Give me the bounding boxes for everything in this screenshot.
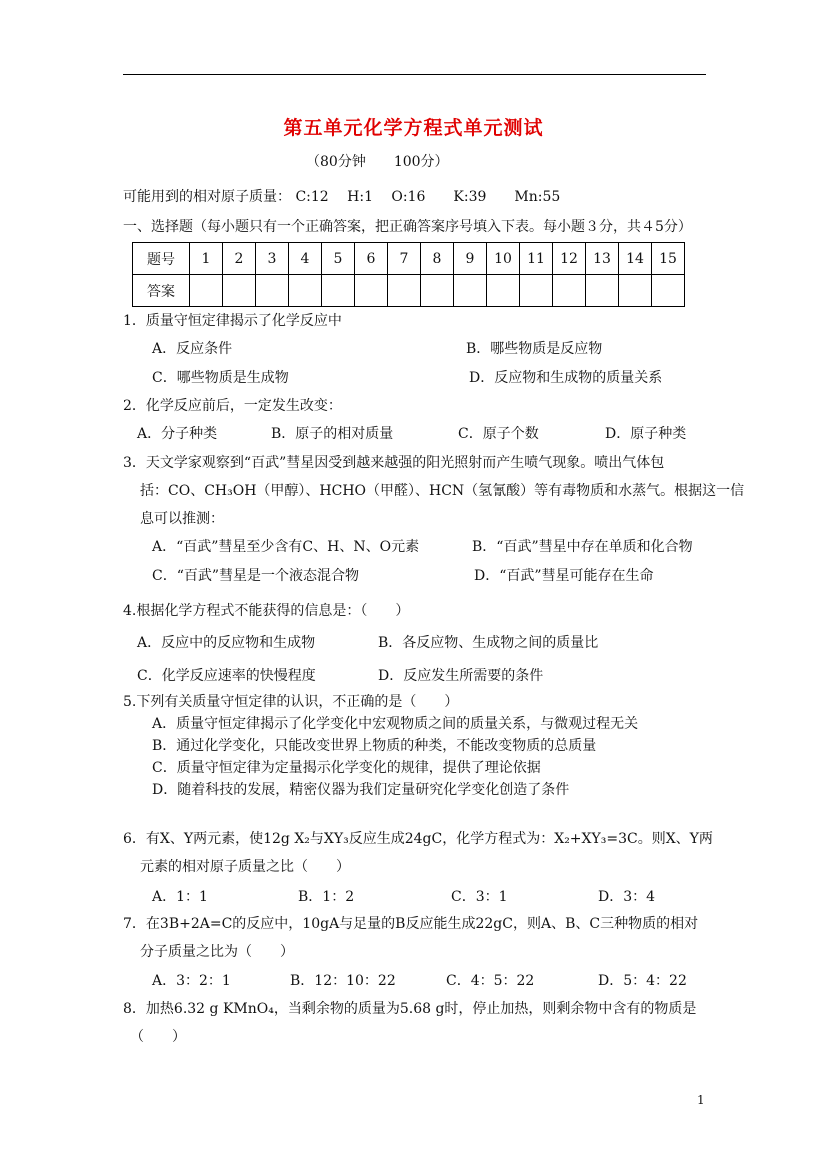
answer-cell[interactable] (256, 275, 289, 307)
q2-option-d: D．原子种类 (605, 426, 687, 442)
answer-cell[interactable] (355, 275, 388, 307)
table-cell: 14 (619, 243, 652, 275)
table-row (133, 275, 685, 307)
question-3-line: 括：CO、CH₃OH（甲醇）、HCHO（甲醛）、HCN（氢氰酸）等有毒物质和水蒸气。根据这一信 (140, 483, 745, 499)
q6-option-a: A．1：1 (152, 889, 208, 905)
table-cell: 10 (487, 243, 520, 275)
q5-option-c: C．质量守恒定律为定量揭示化学变化的规律，提供了理论依据 (152, 760, 541, 776)
answer-cell[interactable] (454, 275, 487, 307)
question-6-line: 6．有X、Y两元素，使12g X₂与XY₃反应生成24gC，化学方程式为：X₂+XY₃=3C。则X、Y两 (123, 831, 713, 847)
question-8-line: （ ） (130, 1029, 186, 1045)
question-8-line: 8．加热6.32 g KMnO₄，当剩余物的质量为5.68 g时，停止加热，则剩余物中含有的物质是 (123, 1001, 697, 1017)
table-cell: 5 (322, 243, 355, 275)
answer-cell[interactable] (619, 275, 652, 307)
section-heading: 一、选择题（每小题只有一个正确答案，把正确答案序号填入下表。每小题３分，共４5分） (123, 219, 692, 235)
q2-option-b: B．原子的相对质量 (271, 426, 394, 442)
q5-option-a: A．质量守恒定律揭示了化学变化中宏观物质之间的质量关系，与微观过程无关 (152, 716, 639, 732)
q1-option-b: B．哪些物质是反应物 (466, 341, 603, 357)
question-6-line: 元素的相对原子质量之比（ ） (140, 859, 350, 875)
table-cell: 9 (454, 243, 487, 275)
q4-option-c: C．化学反应速率的快慢程度 (137, 668, 316, 684)
page-title: 第五单元化学方程式单元测试 (283, 117, 544, 139)
answer-cell[interactable] (388, 275, 421, 307)
q5-option-d: D．随着科技的发展，精密仪器为我们定量研究化学变化创造了条件 (152, 782, 570, 798)
q2-option-a: A．分子种类 (137, 426, 218, 442)
question-2-stem: 2．化学反应前后，一定发生改变： (123, 398, 342, 414)
atomic-masses: 可能用到的相对原子质量： C:12 H:1 O:16 K:39 Mn:55 (123, 189, 561, 205)
exam-duration-score: （80分钟 100分） (306, 154, 449, 170)
answer-cell[interactable] (487, 275, 520, 307)
table-cell: 15 (652, 243, 685, 275)
table-cell: 8 (421, 243, 454, 275)
answer-cell[interactable] (190, 275, 223, 307)
q7-option-b: B．12：10：22 (290, 973, 396, 989)
q7-option-a: A．3：2：1 (152, 973, 231, 989)
table-header-answer: 答案 (133, 275, 190, 307)
q7-option-c: C．4：5：22 (446, 973, 535, 989)
answer-cell[interactable] (322, 275, 355, 307)
q2-option-c: C．原子个数 (458, 426, 539, 442)
table-cell: 2 (223, 243, 256, 275)
question-3-line: 3．天文学家观察到“百武”彗星因受到越来越强的阳光照射而产生喷气现象。喷出气体包 (123, 455, 665, 471)
q5-option-b: B．通过化学变化，只能改变世界上物质的种类，不能改变物质的总质量 (152, 738, 597, 754)
question-7-line: 7．在3B+2A=C的反应中，10gA与足量的B反应能生成22gC，则A、B、C三种物质的相对 (123, 916, 699, 932)
question-7-line: 分子质量之比为（ ） (140, 944, 294, 960)
answer-cell[interactable] (586, 275, 619, 307)
q7-option-d: D．5：4：22 (598, 973, 687, 989)
table-header-number: 题号 (133, 243, 190, 275)
table-cell: 13 (586, 243, 619, 275)
table-cell: 6 (355, 243, 388, 275)
question-4-stem: 4.根据化学方程式不能获得的信息是：（ ） (123, 603, 410, 619)
q6-option-d: D．3：4 (598, 889, 656, 905)
page-number: 1 (697, 1093, 705, 1107)
table-cell: 12 (553, 243, 586, 275)
table-cell: 1 (190, 243, 223, 275)
q4-option-b: B．各反应物、生成物之间的质量比 (378, 635, 599, 651)
table-cell: 7 (388, 243, 421, 275)
answer-cell[interactable] (652, 275, 685, 307)
header-rule (123, 74, 706, 75)
answer-cell[interactable] (223, 275, 256, 307)
q4-option-a: A．反应中的反应物和生成物 (137, 635, 316, 651)
q6-option-c: C．3：1 (451, 889, 508, 905)
q1-option-a: A．反应条件 (152, 341, 233, 357)
question-3-line: 息可以推测： (140, 511, 224, 527)
table-row (133, 243, 685, 275)
q3-option-a: A．“百武”彗星至少含有C、H、N、O元素 (152, 539, 420, 555)
q3-option-c: C．“百武”彗星是一个液态混合物 (152, 568, 360, 584)
q1-option-c: C．哪些物质是生成物 (152, 370, 289, 386)
q4-option-d: D．反应发生所需要的条件 (378, 668, 544, 684)
q1-option-d: D．反应物和生成物的质量关系 (469, 370, 663, 386)
q3-option-b: B．“百武”彗星中存在单质和化合物 (472, 539, 693, 555)
answer-cell[interactable] (421, 275, 454, 307)
answer-cell[interactable] (289, 275, 322, 307)
table-cell: 4 (289, 243, 322, 275)
answer-table (132, 242, 685, 307)
table-cell: 3 (256, 243, 289, 275)
q6-option-b: B．1：2 (298, 889, 355, 905)
answer-cell[interactable] (520, 275, 553, 307)
answer-cell[interactable] (553, 275, 586, 307)
table-cell: 11 (520, 243, 553, 275)
question-5-stem: 5.下列有关质量守恒定律的认识，不正确的是（ ） (123, 694, 459, 710)
q3-option-d: D．“百武”彗星可能存在生命 (474, 568, 654, 584)
question-1-stem: 1．质量守恒定律揭示了化学反应中 (123, 313, 342, 329)
